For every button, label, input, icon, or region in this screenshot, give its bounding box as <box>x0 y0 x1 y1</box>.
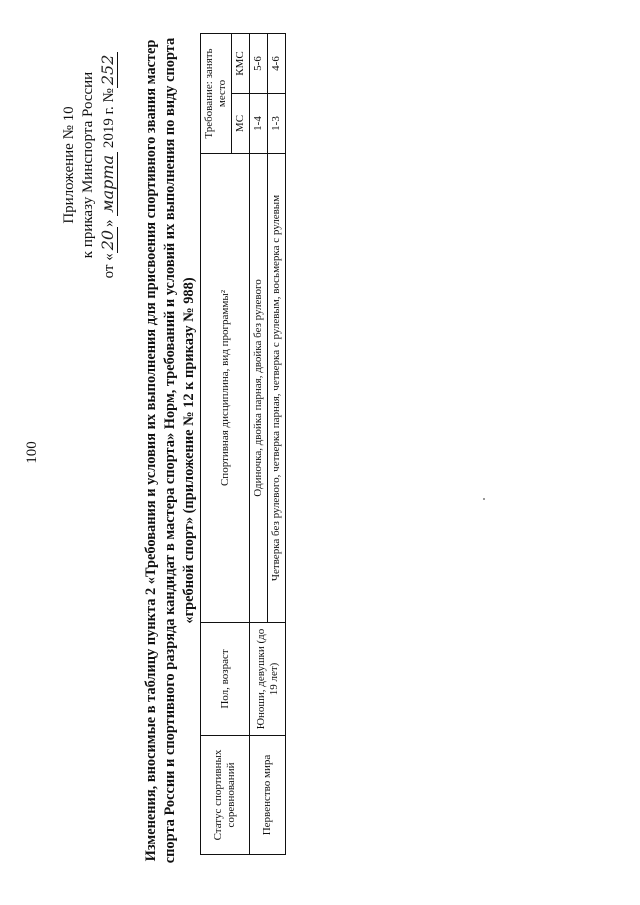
requirements-table <box>200 33 286 855</box>
cell-ms: 1-4 <box>250 94 268 154</box>
appendix-block <box>60 35 119 295</box>
cell-ms: 1-3 <box>268 94 286 154</box>
appendix-date-line <box>98 35 119 295</box>
cell-kms: 4-6 <box>268 34 286 94</box>
document-title: Изменения, вносимые в таблицу пункта 2 «Требования и условия их выполнения для присвоения спортивного звания мастер спорта России и спортивного разряда кандидат в мастера спорта» Норм, требований и условий их выполнения по виду спорта «гребной спорт» (приложение № 12 к приказу № 988) <box>143 37 197 864</box>
header-kms: КМС <box>232 34 250 94</box>
header-discipline: Спортивная дисциплина, вид программы² <box>201 154 250 623</box>
appendix-order-ref: к приказу Минспорта России <box>80 71 96 259</box>
header-status: Статус спортивных соревнований <box>201 736 250 855</box>
handwritten-order-number: 252 <box>98 52 118 89</box>
table-row <box>250 34 268 855</box>
page-number: 100 <box>24 441 40 464</box>
header-gender-age: Пол, возраст <box>201 623 250 736</box>
cell-discipline: Четверка без рулевого, четверка парная, четверка с рулевым, восьмерка с рулевым <box>268 154 286 623</box>
cell-gender-age: Юноши, девушки (до 19 лет) <box>250 623 286 736</box>
table-header-row <box>201 34 232 855</box>
cell-status: Первенство мира <box>250 736 286 855</box>
date-quote-close: » <box>101 219 117 227</box>
handwritten-day: 20 <box>98 227 118 253</box>
appendix-title: Приложение № 10 <box>61 106 77 224</box>
header-ms: МС <box>232 94 250 154</box>
scan-speck <box>483 498 485 500</box>
header-requirement: Требование: занять место <box>201 34 232 154</box>
cell-kms: 5-6 <box>250 34 268 94</box>
handwritten-month: марта <box>98 152 118 216</box>
date-prefix: от « <box>101 253 117 279</box>
cell-discipline: Одиночка, двойка парная, двойка без рулевого <box>250 154 268 623</box>
date-year: 2019 г. № <box>101 88 117 149</box>
